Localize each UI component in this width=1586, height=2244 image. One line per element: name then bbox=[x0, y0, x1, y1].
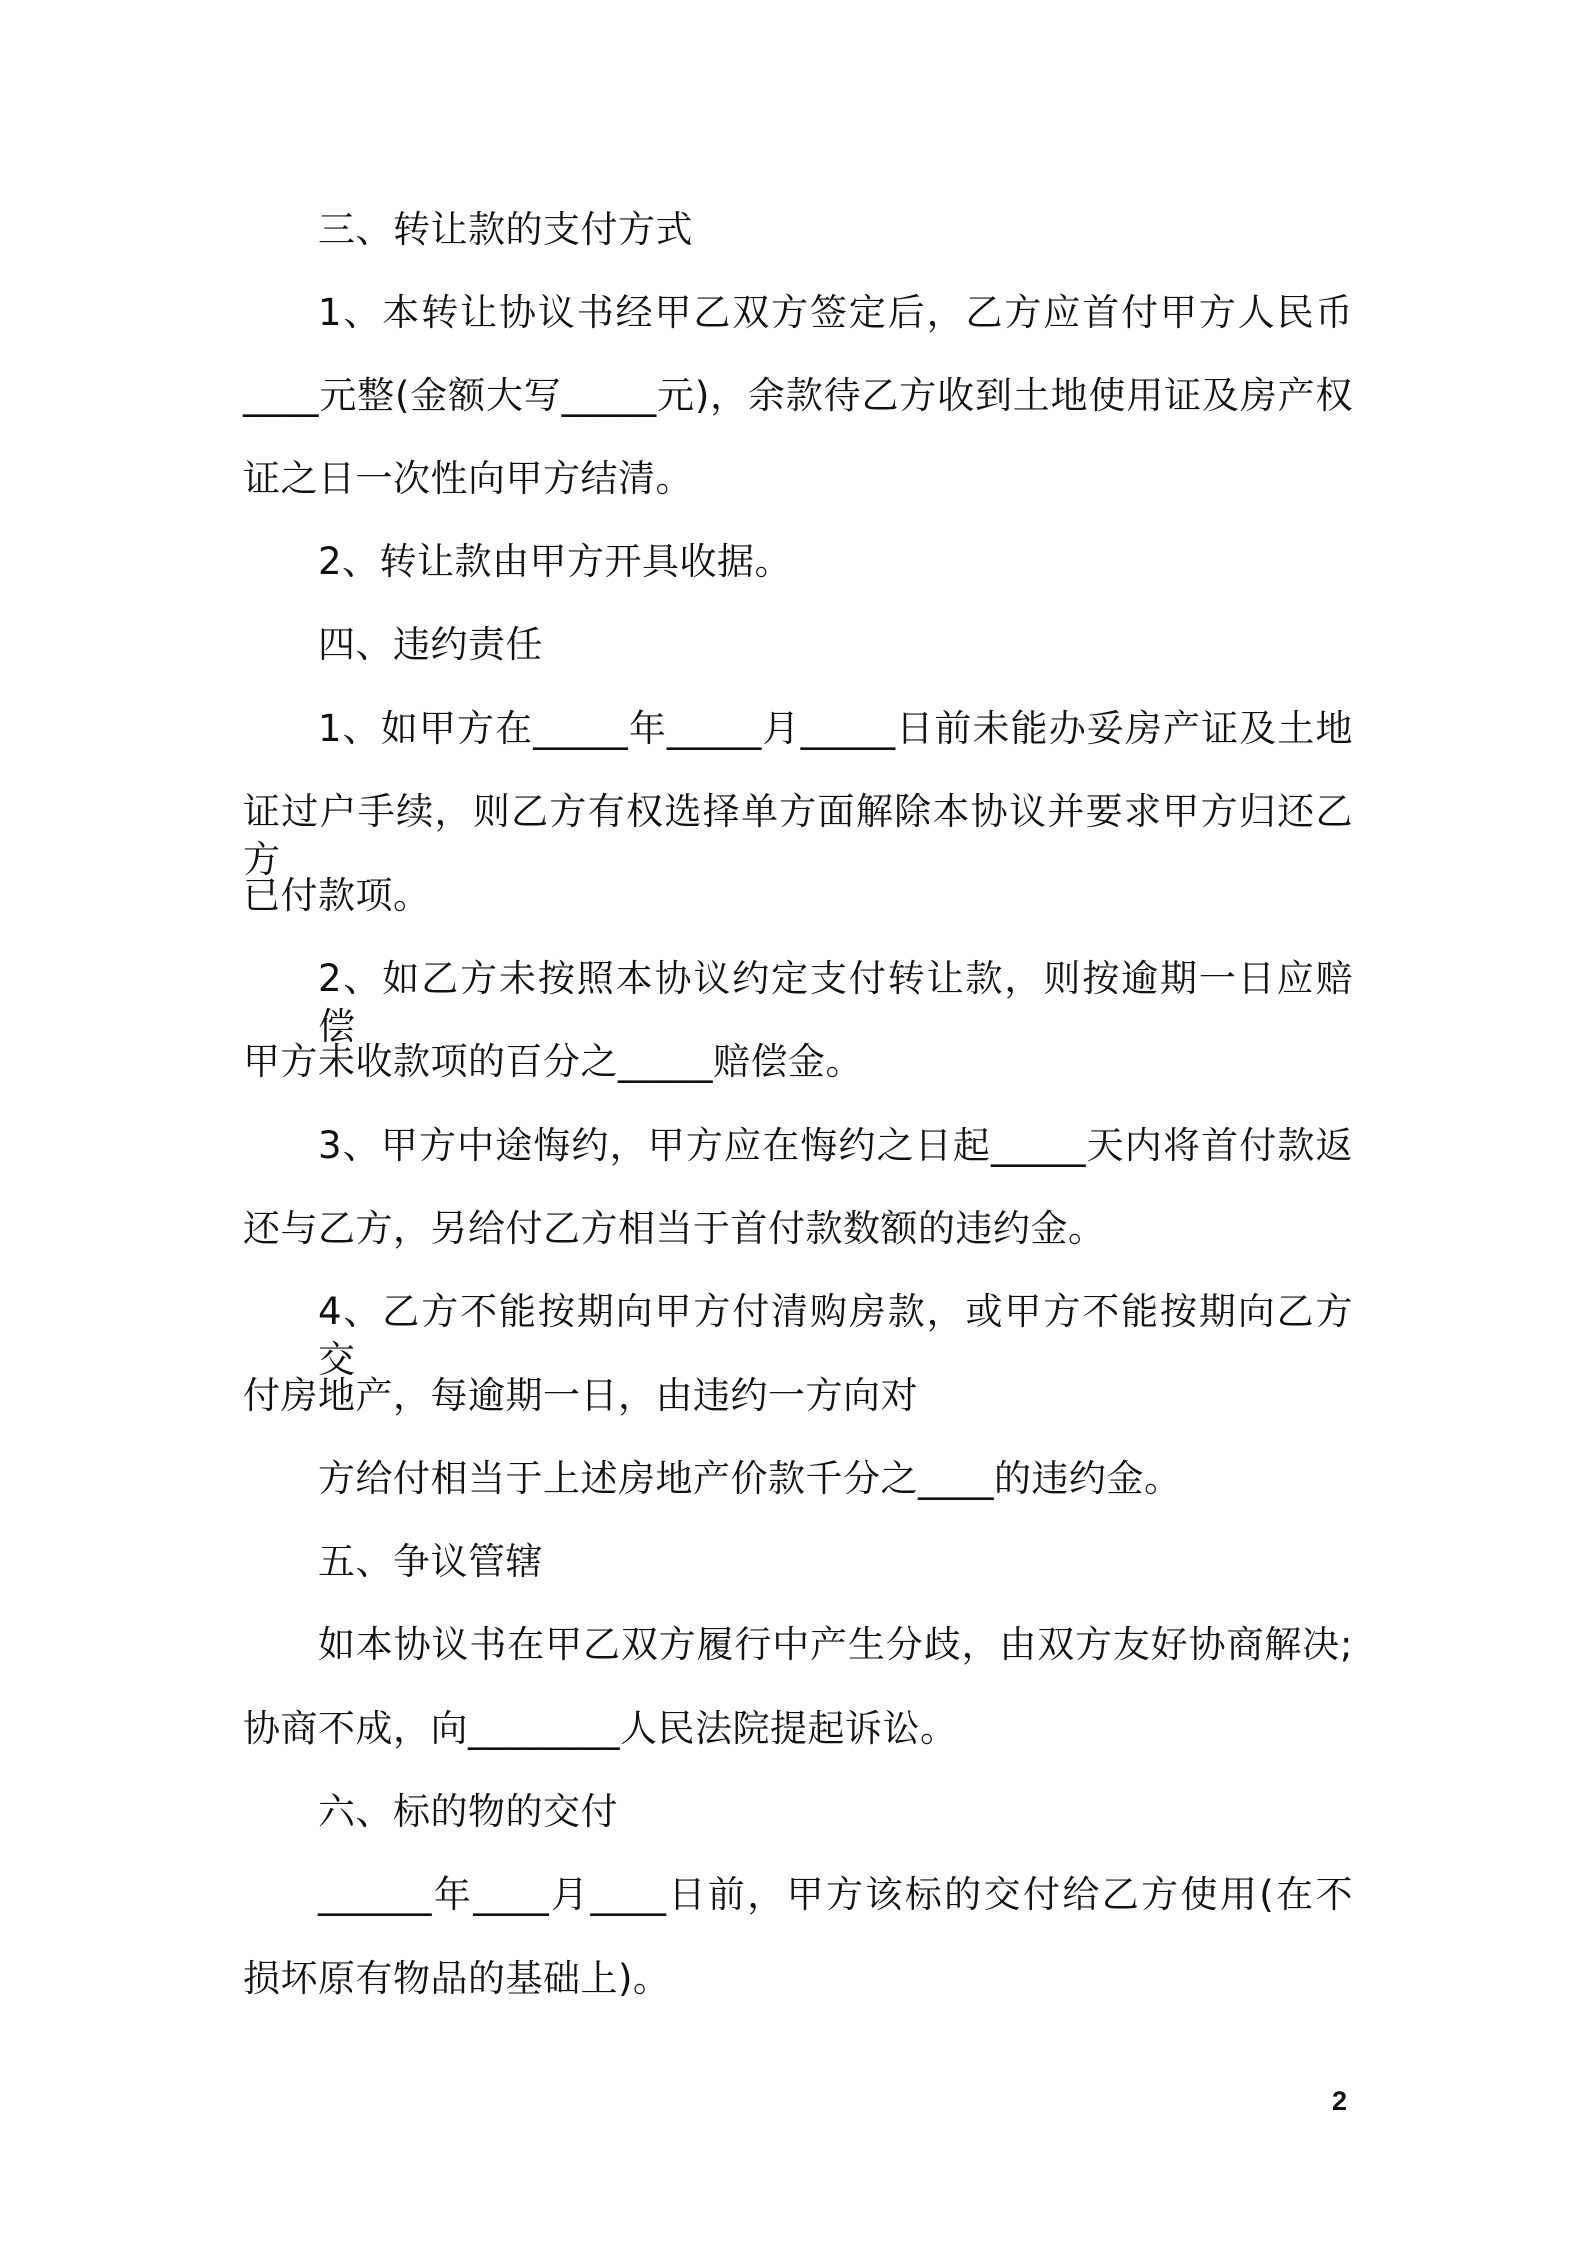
page-number: 2 bbox=[1332, 2086, 1348, 2116]
paragraph-line: 证过户手续，则乙方有权选择单方面解除本协议并要求甲方归还乙方 bbox=[243, 790, 1353, 881]
paragraph-line: 损坏原有物品的基础上)。 bbox=[243, 1957, 671, 2000]
paragraph-line: 2、如乙方未按照本协议约定支付转让款，则按逾期一日应赔偿 bbox=[318, 957, 1353, 1048]
paragraph-line: 2、转让款由甲方开具收据。 bbox=[318, 540, 793, 583]
section-heading-delivery: 六、标的物的交付 bbox=[318, 1790, 618, 1833]
paragraph-line: 甲方未收款项的百分之_____赔偿金。 bbox=[243, 1040, 863, 1083]
paragraph-line: 方给付相当于上述房地产价款千分之____的违约金。 bbox=[318, 1457, 1182, 1500]
paragraph-line: 付房地产，每逾期一日，由违约一方向对 bbox=[243, 1374, 918, 1417]
section-heading-payment: 三、转让款的支付方式 bbox=[318, 208, 693, 251]
paragraph-line: 协商不成，向________人民法院提起诉讼。 bbox=[243, 1707, 958, 1750]
paragraph-line: 1、如甲方在_____年_____月_____日前未能办妥房产证及土地 bbox=[318, 707, 1353, 750]
section-heading-liability: 四、违约责任 bbox=[318, 623, 543, 666]
paragraph-line: 已付款项。 bbox=[243, 874, 431, 917]
section-heading-dispute: 五、争议管辖 bbox=[318, 1540, 543, 1583]
paragraph-line: 如本协议书在甲乙双方履行中产生分歧，由双方友好协商解决; bbox=[318, 1623, 1353, 1666]
paragraph-line: ____元整(金额大写_____元)，余款待乙方收到土地使用证及房产权 bbox=[243, 374, 1353, 417]
paragraph-line: ______年____月____日前，甲方该标的交付给乙方使用(在不 bbox=[318, 1873, 1353, 1916]
paragraph-line: 3、甲方中途悔约，甲方应在悔约之日起_____天内将首付款返 bbox=[318, 1124, 1353, 1167]
paragraph-line: 证之日一次性向甲方结清。 bbox=[243, 457, 693, 500]
paragraph-line: 还与乙方，另给付乙方相当于首付款数额的违约金。 bbox=[243, 1207, 1106, 1250]
paragraph-line: 1、本转让协议书经甲乙双方签定后，乙方应首付甲方人民币 bbox=[318, 291, 1353, 334]
paragraph-line: 4、乙方不能按期向甲方付清购房款，或甲方不能按期向乙方交 bbox=[318, 1290, 1353, 1381]
